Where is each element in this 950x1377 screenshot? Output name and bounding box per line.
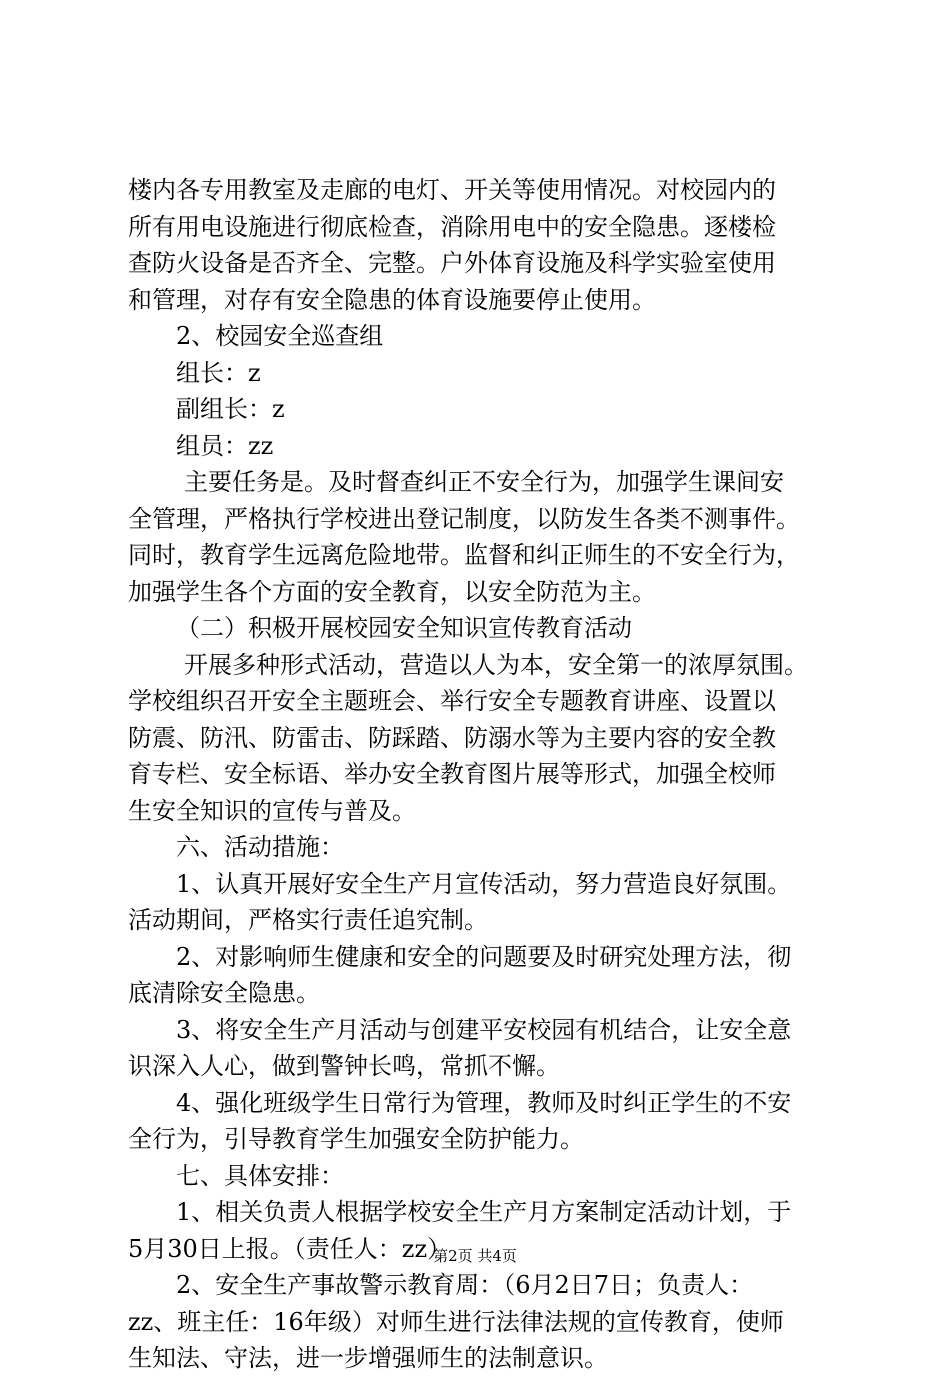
text-line: 查防火设备是否齐全、完整。户外体育设施及科学实验室使用: [128, 249, 776, 277]
text-line: 2、校园安全巡查组: [176, 322, 384, 350]
text-line: 2、对影响师生健康和安全的问题要及时研究处理方法，彻: [176, 942, 792, 971]
text-line: 组员：zz: [176, 431, 274, 460]
text-line: 1、相关负责人根据学校安全生产月方案制定活动计划，于: [176, 1198, 792, 1226]
text-line: 生安全知识的宣传与普及。: [128, 796, 416, 825]
text-line: 主要任务是。及时督查纠正不安全行为，加强学生课间安: [184, 468, 784, 496]
text-line: 2、安全生产事故警示教育周：（6月2日7日；负责人：: [176, 1271, 754, 1299]
text-line: 4、强化班级学生日常行为管理，教师及时纠正学生的不安: [176, 1088, 792, 1117]
text-line: 学校组织召开安全主题班会、举行安全专题教育讲座、设置以: [128, 687, 776, 715]
text-line: （二）积极开展校园安全知识宣传教育活动: [176, 614, 632, 642]
text-line: 和管理，对存有安全隐患的体育设施要停止使用。: [128, 285, 656, 314]
text-line: 所有用电设施进行彻底检查，消除用电中的安全隐患。逐楼检: [128, 212, 776, 241]
page-footer: 第2页 共4页: [433, 1247, 517, 1265]
text-line: zz、班主任：16年级）对师生进行法律法规的宣传教育，使师: [128, 1307, 784, 1336]
text-line: 生知法、守法，进一步增强师生的法制意识。: [128, 1344, 608, 1372]
text-line: 防震、防汛、防雷击、防踩踏、防溺水等为主要内容的安全教: [128, 723, 776, 752]
text-line: 底清除安全隐患。: [128, 979, 320, 1007]
text-line: 加强学生各个方面的安全教育，以安全防范为主。: [128, 577, 656, 606]
document-body: [128, 172, 834, 1377]
text-line: 组长：z: [176, 358, 261, 387]
text-line: 5月30日上报。（责任人：zz）: [128, 1234, 452, 1263]
text-line: 开展多种形式活动，营造以人为本，安全第一的浓厚氛围。: [184, 650, 808, 679]
text-line: 全管理，严格执行学校进出登记制度，以防发生各类不测事件。: [128, 504, 800, 533]
text-line: 楼内各专用教室及走廊的电灯、开关等使用情况。对校园内的: [128, 176, 776, 204]
text-line: 七、具体安排：: [176, 1161, 344, 1190]
text-line: 3、将安全生产月活动与创建平安校园有机结合，让安全意: [176, 1015, 792, 1044]
text-line: 六、活动措施：: [176, 833, 344, 861]
text-line: 副组长：z: [176, 395, 285, 423]
text-line: 育专栏、安全标语、举办安全教育图片展等形式，加强全校师: [128, 760, 776, 788]
text-line: 同时，教育学生远离危险地带。监督和纠正师生的不安全行为，: [128, 541, 800, 569]
text-line: 识深入人心，做到警钟长鸣，常抓不懈。: [128, 1052, 560, 1080]
text-line: 活动期间，严格实行责任追究制。: [128, 906, 488, 934]
text-line: 1、认真开展好安全生产月宣传活动，努力营造良好氛围。: [176, 869, 792, 898]
text-line: 全行为，引导教育学生加强安全防护能力。: [128, 1125, 584, 1153]
